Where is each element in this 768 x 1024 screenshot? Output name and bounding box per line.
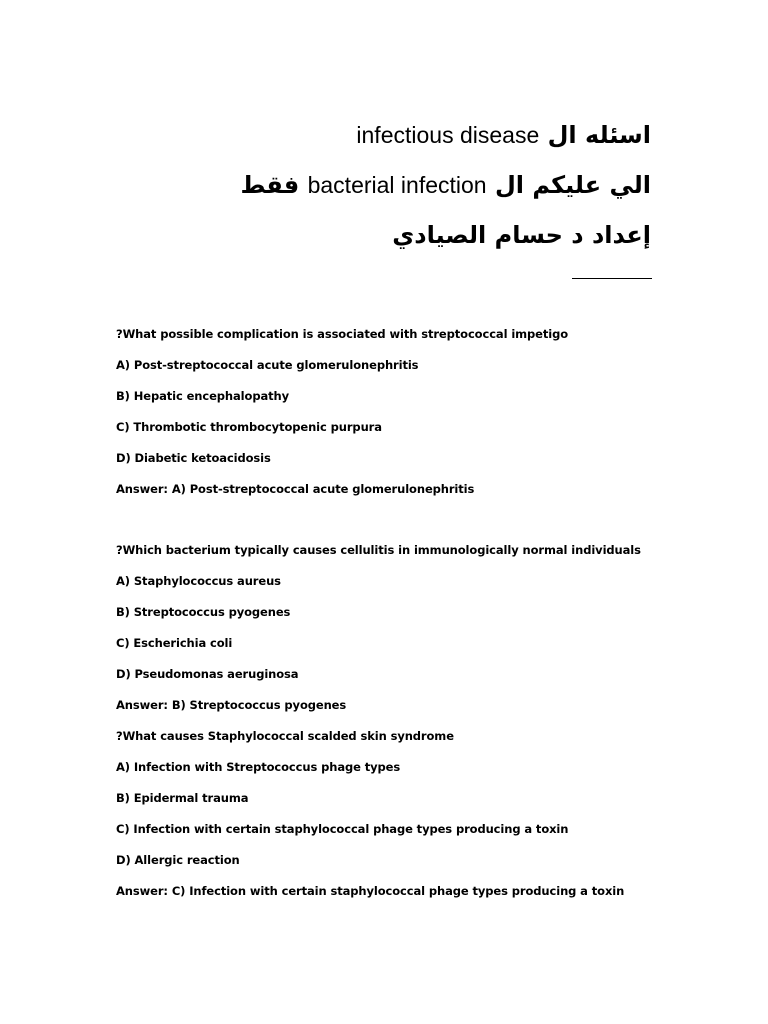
header-title-line <box>91 112 651 162</box>
question-text: ?What possible complication is associated with streptococcal impetigo <box>116 327 569 341</box>
answer-text: Answer: C) Infection with certain staphylococcal phage types producing a toxin <box>116 884 625 898</box>
question-block <box>116 542 676 914</box>
question-text: ?What causes Staphylococcal scalded skin syndrome <box>116 729 454 743</box>
option-c: C) Infection with certain staphylococcal phage types producing a toxin <box>116 822 569 836</box>
option-b: B) Epidermal trauma <box>116 791 249 805</box>
header-author-arabic: إعداد د حسام الصيادي <box>392 221 651 249</box>
answer-text: Answer: A) Post-streptococcal acute glomerulonephritis <box>116 482 475 496</box>
option-a: A) Infection with Streptococcus phage types <box>116 760 401 774</box>
question-block <box>116 326 676 512</box>
option-b: B) Hepatic encephalopathy <box>116 389 289 403</box>
option-d: D) Pseudomonas aeruginosa <box>116 667 299 681</box>
option-a: A) Post-streptococcal acute glomerulonephritis <box>116 358 419 372</box>
header-author-line <box>91 212 651 262</box>
option-d: D) Allergic reaction <box>116 853 240 867</box>
answer-text: Answer: B) Streptococcus pyogenes <box>116 698 347 712</box>
header-subtitle-arabic: الي عليكم ال <box>494 171 651 199</box>
header-subtitle-arabic-end: فقط <box>240 171 300 199</box>
option-d: D) Diabetic ketoacidosis <box>116 451 271 465</box>
option-c: C) Escherichia coli <box>116 636 233 650</box>
option-b: B) Streptococcus pyogenes <box>116 605 291 619</box>
option-a: A) Staphylococcus aureus <box>116 574 281 588</box>
option-c: C) Thrombotic thrombocytopenic purpura <box>116 420 382 434</box>
header-title-arabic: اسئله ال <box>547 121 651 149</box>
document-header <box>91 112 651 262</box>
header-title-latin: infectious disease <box>356 122 540 148</box>
header-subtitle-line <box>91 162 651 212</box>
question-text: ?Which bacterium typically causes cellulitis in immunologically normal individuals <box>116 543 641 557</box>
header-subtitle-latin: bacterial infection <box>307 172 487 198</box>
header-divider <box>572 278 652 279</box>
